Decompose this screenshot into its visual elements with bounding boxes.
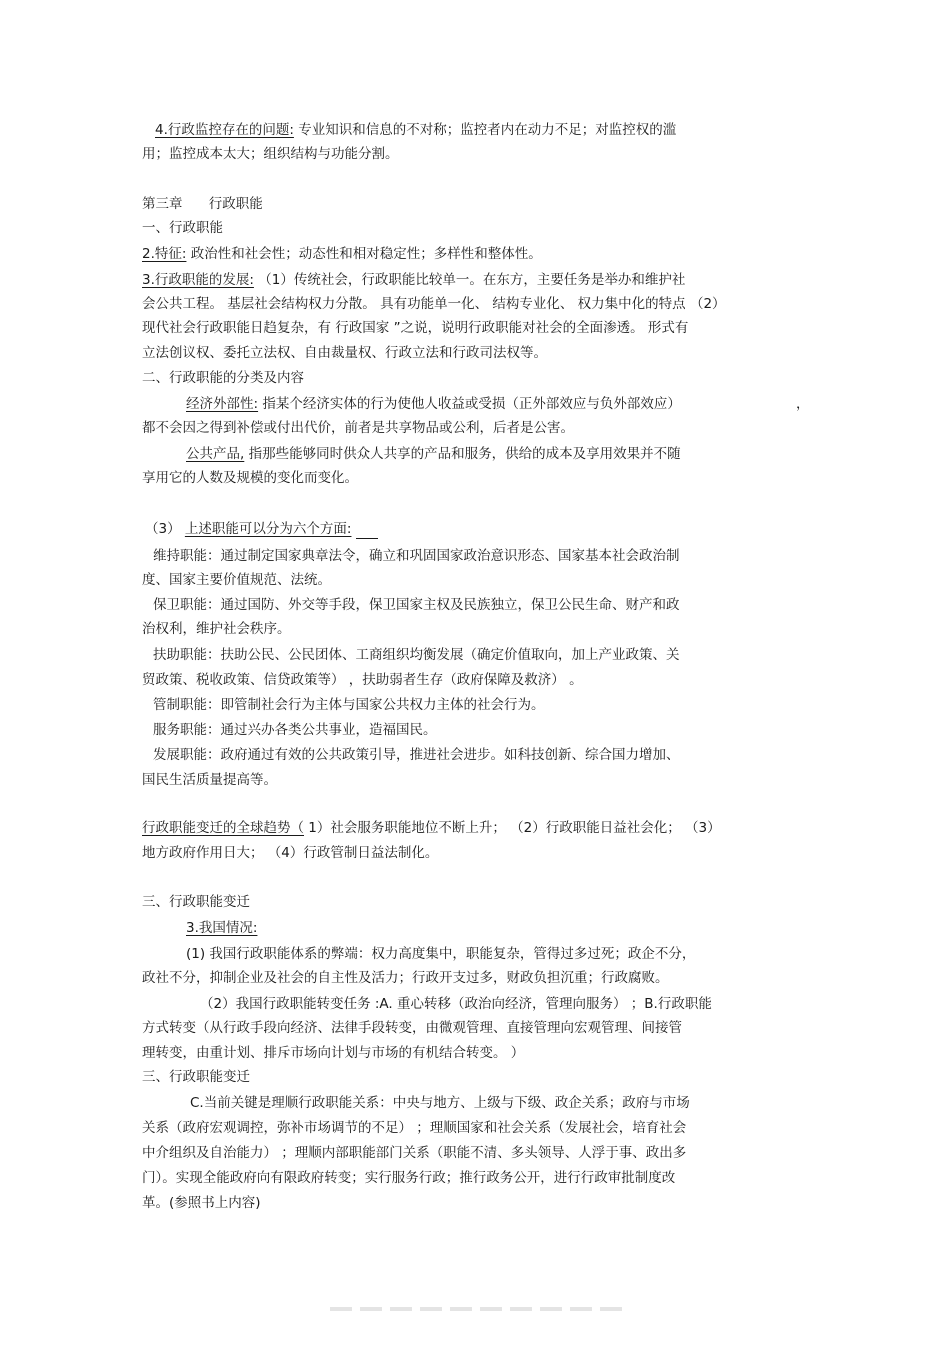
china-tasks-cont-2: 理转变，由重计划、排斥市场向计划与市场的有机结合转变。 ） bbox=[142, 1045, 525, 1061]
public-goods-line bbox=[186, 444, 681, 464]
externality-cont: 都不会因之得到补偿或付出代价，前者是共享物品或公利，后者是公害。 bbox=[142, 420, 574, 436]
development-text: （1）传统社会，行政职能比较单一。在东方，主要任务是举办和维护社 bbox=[258, 272, 686, 288]
section-2-heading: 二、行政职能的分类及内容 bbox=[142, 370, 304, 386]
support-function-cont: 贸政策、税收政策、信贷政策等） ，扶助弱者生存（政府保障及救济） 。 bbox=[142, 672, 583, 688]
china-situation-heading bbox=[186, 918, 257, 938]
key-relations-cont-1: 关系（政府宏观调控，弥补市场调节的不足） ；理顺国家和社会关系（发展社会，培育社会 bbox=[142, 1120, 687, 1136]
service-function: 服务职能：通过兴办各类公共事业，造福国民。 bbox=[153, 722, 437, 738]
development-heading: 3.行政职能的发展: bbox=[142, 272, 254, 288]
externality-comma: ， bbox=[796, 396, 810, 412]
china-tasks: （2）我国行政职能转变任务 :A. 重心转移（政治向经济，管理向服务） ；B.行政职能 bbox=[200, 996, 712, 1012]
china-tasks-cont-1: 方式转变（从行政手段向经济、法律手段转变，由微观管理、直接管理向宏观管理、间接管 bbox=[142, 1020, 682, 1036]
defense-function: 保卫职能：通过国防、外交等手段，保卫国家主权及民族独立，保卫公民生命、财产和政 bbox=[153, 597, 680, 613]
global-trend-cont: 地方政府作用日大； （4）行政管制日益法制化。 bbox=[142, 845, 439, 861]
monitoring-issues-heading: 4.行政监控存在的问题: bbox=[155, 122, 294, 138]
chapter-heading bbox=[142, 194, 263, 214]
support-function: 扶助职能：扶助公民、公民团体、工商组织均衡发展（确定价值取向，加上产业政策、关 bbox=[153, 647, 680, 663]
public-goods-cont: 享用它的人数及规模的变化而变化。 bbox=[142, 470, 358, 486]
development-cont-3: 立法创议权、委托立法权、自由裁量权、行政立法和行政司法权等。 bbox=[142, 345, 547, 361]
six-functions-blank bbox=[356, 522, 378, 539]
development-function-cont: 国民生活质量提高等。 bbox=[142, 772, 277, 788]
key-relations: C.当前关键是理顺行政职能关系：中央与地方、上级与下级、政企关系；政府与市场 bbox=[190, 1095, 690, 1111]
public-goods-heading: 公共产品, bbox=[186, 446, 245, 462]
features-line bbox=[142, 244, 542, 264]
section-3-heading-repeat: 三、行政职能变迁 bbox=[142, 1069, 250, 1085]
six-functions-line bbox=[145, 519, 378, 539]
externality-heading: 经济外部性: bbox=[186, 396, 259, 412]
global-trend-heading: 行政职能变迁的全球趋势（ bbox=[142, 820, 304, 836]
faint-footer-strip bbox=[330, 1307, 630, 1311]
maintain-function: 维持职能：通过制定国家典章法令，确立和巩固国家政治意识形态、国家基本社会政治制 bbox=[153, 548, 680, 564]
externality-text: 指某个经济实体的行为使他人收益或受损（正外部效应与负外部效应） bbox=[262, 396, 681, 412]
global-trend-text: 1）社会服务职能地位不断上升； （2）行政职能日益社会化； （3） bbox=[308, 820, 721, 836]
public-goods-text: 指那些能够同时供众人共享的产品和服务，供给的成本及享用效果并不随 bbox=[248, 446, 681, 462]
key-relations-cont-4: 革。(参照书上内容) bbox=[142, 1195, 261, 1211]
china-drawbacks-cont: 政社不分，抑制企业及社会的自主性及活力；行政开支过多，财政负担沉重；行政腐败。 bbox=[142, 970, 669, 986]
monitoring-issues-line bbox=[155, 120, 676, 140]
maintain-function-cont: 度、国家主要价值规范、法统。 bbox=[142, 572, 331, 588]
section-1-heading: 一、行政职能 bbox=[142, 220, 223, 236]
china-situation-label: 3.我国情况: bbox=[186, 920, 258, 936]
development-cont-2: 现代社会行政职能日趋复杂，有 行政国家 ”之说，说明行政职能对社会的全面渗透。 形式有 bbox=[142, 320, 689, 336]
regulation-function: 管制职能：即管制社会行为主体与国家公共权力主体的社会行为。 bbox=[153, 697, 545, 713]
section-3-heading: 三、行政职能变迁 bbox=[142, 894, 250, 910]
key-relations-cont-2: 中介组织及自治能力） ；理顺内部职能部门关系（职能不清、多头领导、人浮于事、政出多 bbox=[142, 1145, 687, 1161]
defense-function-cont: 治权利，维护社会秩序。 bbox=[142, 621, 291, 637]
development-line bbox=[142, 270, 685, 290]
monitoring-issues-text: 专业知识和信息的不对称；监控者内在动力不足；对监控权的滥 bbox=[298, 122, 677, 138]
china-drawbacks: (1) 我国行政职能体系的弊端：权力高度集中，职能复杂，管得过多过死；政企不分， bbox=[186, 946, 696, 962]
chapter-number: 第三章 bbox=[142, 196, 183, 212]
key-relations-cont-3: 门）。实现全能政府向有限政府转变；实行服务行政；推行政务公开，进行行政审批制度改 bbox=[142, 1170, 676, 1186]
externality-line bbox=[186, 394, 681, 414]
features-text: 政治性和社会性；动态性和相对稳定性；多样性和整体性。 bbox=[190, 246, 542, 262]
development-cont-1: 会公共工程。 基层社会结构权力分散。 具有功能单一化、 结构专业化、 权力集中化的特点 （2） bbox=[142, 296, 726, 312]
six-functions-heading: 上述职能可以分为六个方面: bbox=[184, 521, 352, 537]
six-functions-number: （3） bbox=[145, 521, 181, 537]
development-function: 发展职能：政府通过有效的公共政策引导，推进社会进步。如科技创新、综合国力增加、 bbox=[153, 747, 680, 763]
monitoring-issues-cont: 用；监控成本太大；组织结构与功能分割。 bbox=[142, 146, 399, 162]
chapter-title: 行政职能 bbox=[208, 196, 263, 212]
features-heading: 2.特征: bbox=[142, 246, 187, 262]
global-trend-line bbox=[142, 818, 721, 838]
